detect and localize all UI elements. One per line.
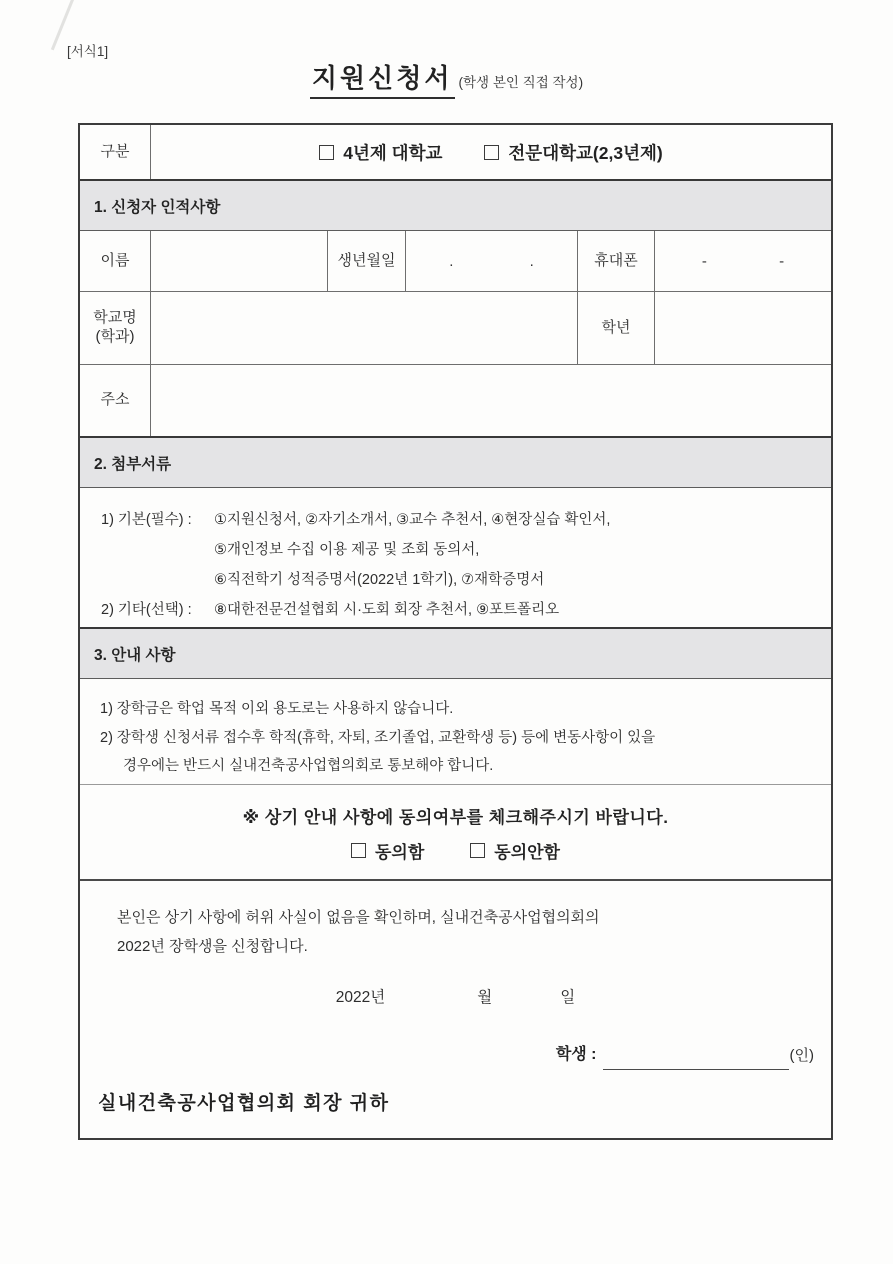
four-year-university-checkbox[interactable] (319, 145, 334, 160)
birthdate-input-cell[interactable]: . . (405, 231, 577, 291)
school-input-cell[interactable] (150, 292, 577, 364)
agree-label: 동의함 (375, 843, 425, 862)
signature-label: 학생 : (555, 1046, 597, 1063)
declaration-date-line (80, 983, 831, 1013)
grade-label: 학년 (577, 292, 654, 364)
section-applicant-heading: 1. 신청자 인적사항 (80, 179, 831, 231)
notice-list (80, 679, 831, 784)
section-attachments-heading: 2. 첨부서류 (80, 436, 831, 488)
date-year: 2022년 (335, 989, 386, 1006)
attachments-optional-items: ⑧대한전문건설협회 시·도회 회장 추천서, ⑨포트폴리오 (214, 602, 560, 619)
agree-checkbox[interactable] (351, 843, 366, 858)
attachments-privacy-item: ⑤개인정보 수집 이용 제공 및 조회 동의서, (214, 542, 480, 559)
address-row (80, 364, 831, 436)
notice-line-1: 1) 장학금은 학업 목적 이외 용도로는 사용하지 않습니다. (100, 701, 454, 717)
notice-line-2: 2) 장학생 신청서류 접수후 학적(휴학, 자퇴, 조기졸업, 교환학생 등) 등에 변동사항이 있을 (100, 729, 656, 746)
phone-input-cell[interactable]: - - (654, 231, 831, 291)
attachments-line-continued-2 (101, 565, 815, 595)
consent-instruction: ※ 상기 안내 사항에 동의여부를 체크해주시기 바랍니다. (242, 808, 669, 827)
attachments-basic-items: ①지원신청서, ②자기소개서, ③교수 추천서, ④현장실습 확인서, (214, 512, 611, 528)
recipient-line: 실내건축공사업협의회 회장 귀하 (98, 1092, 390, 1114)
consent-agree-option[interactable] (351, 838, 424, 863)
address-label: 주소 (100, 391, 130, 409)
attachments-basic-label: 1) 기본(필수) : (101, 512, 192, 528)
consent-options (351, 838, 560, 863)
birthdate-label: 생년월일 (327, 231, 405, 291)
category-row (80, 125, 831, 179)
name-input-cell[interactable] (150, 231, 327, 291)
consent-section (80, 784, 831, 879)
page-title-note: (학생 본인 직접 작성) (458, 75, 584, 90)
section-notice-heading: 3. 안내 사항 (80, 627, 831, 679)
school-label-line1: 학교명 (93, 309, 137, 327)
phone-label: 휴대폰 (577, 231, 654, 291)
attachments-line-basic (101, 505, 815, 535)
four-year-university-label: 4년제 대학교 (343, 142, 443, 163)
seal-placeholder: (인) (789, 1046, 814, 1064)
notice-line-3: 경우에는 반드시 실내건축공사업협의회로 통보해야 합니다. (123, 758, 494, 775)
title-row (0, 58, 893, 99)
name-birth-phone-row (80, 231, 831, 291)
grade-input-cell[interactable] (654, 292, 831, 364)
declaration-section (80, 879, 831, 1138)
declaration-statement-line1: 본인은 상기 사항에 허위 사실이 없음을 확인하며, 실내건축공사업협의회의 (117, 909, 600, 926)
junior-college-checkbox[interactable] (484, 145, 499, 160)
attachments-line-optional (101, 595, 815, 625)
disagree-checkbox[interactable] (470, 843, 485, 858)
attachments-transcript-item: ⑥직전학기 성적증명서(2022년 1학기), ⑦재학증명서 (214, 572, 545, 589)
declaration-statement-line2: 2022년 장학생을 신청합니다. (117, 938, 308, 956)
application-form-table (78, 123, 833, 1140)
signature-row (556, 1039, 814, 1070)
category-options (150, 125, 831, 179)
page-title: 지원신청서 (310, 58, 455, 99)
attachments-line-continued-1 (101, 535, 815, 565)
option-four-year-university[interactable] (319, 140, 442, 165)
address-input-cell[interactable] (150, 365, 831, 436)
option-junior-college[interactable] (484, 140, 662, 165)
form-code: [서식1] (67, 44, 109, 59)
junior-college-label: 전문대학교(2,3년제) (508, 142, 663, 163)
school-label-line2: (학과) (95, 328, 135, 345)
school-grade-row (80, 291, 831, 364)
disagree-label: 동의안함 (494, 843, 560, 862)
school-label (80, 292, 150, 364)
signature-line[interactable] (603, 1050, 789, 1070)
date-day-blank[interactable]: 일 (560, 989, 576, 1006)
name-label: 이름 (100, 251, 130, 269)
attachments-list (80, 488, 831, 627)
date-month-blank[interactable]: 월 (477, 989, 493, 1006)
consent-disagree-option[interactable] (470, 838, 560, 863)
category-label: 구분 (100, 142, 130, 160)
attachments-optional-label: 2) 기타(선택) : (101, 602, 192, 619)
